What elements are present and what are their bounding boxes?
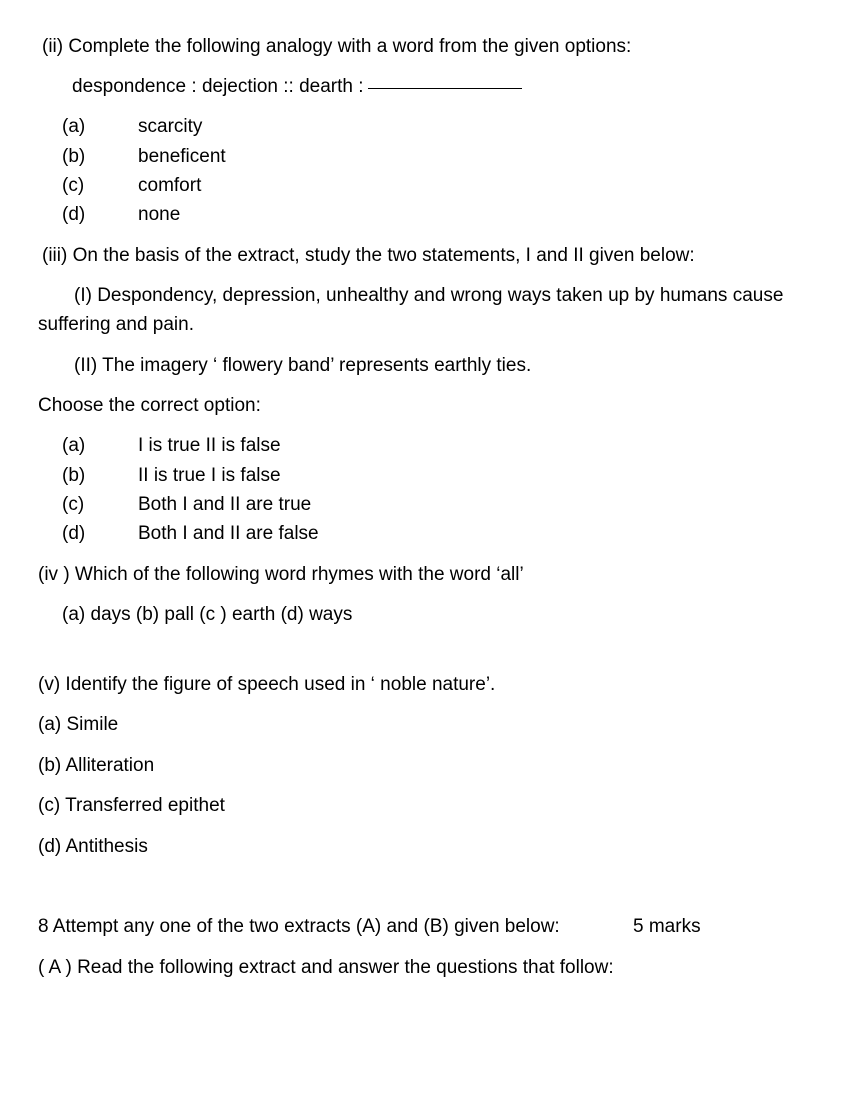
option-label: (c) xyxy=(62,175,85,196)
q-v-option: (d) Antithesis xyxy=(38,836,148,857)
option-label: (a) xyxy=(62,116,86,137)
option-text: Both I and II are true xyxy=(138,494,312,515)
q-v-option: (c) Transferred epithet xyxy=(38,795,225,816)
q-8-part-a: ( A ) Read the following extract and answer the questions that follow: xyxy=(38,957,614,978)
q-iii-statement-2: (II) The imagery ‘ flowery band’ represents earthly ties. xyxy=(74,355,532,376)
option-label: (a) xyxy=(62,435,86,456)
option-label: (d) xyxy=(62,204,86,225)
q-ii-analogy-text: despondence : dejection :: dearth : xyxy=(72,76,364,97)
q-iv-options: (a) days (b) pall (c ) earth (d) ways xyxy=(62,604,353,625)
q-8-marks: 5 marks xyxy=(633,916,701,937)
option-label: (b) xyxy=(62,146,86,167)
option-label: (d) xyxy=(62,523,86,544)
q-iii-choose: Choose the correct option: xyxy=(38,395,261,416)
q-iv-prompt: (iv ) Which of the following word rhymes with the word ‘all’ xyxy=(38,564,524,585)
q-v-option: (a) Simile xyxy=(38,714,119,735)
q-iii-statement-1-cont: suffering and pain. xyxy=(38,314,194,335)
option-text: Both I and II are false xyxy=(138,523,319,544)
q-v-prompt: (v) Identify the figure of speech used in ‘ noble nature’. xyxy=(38,674,496,695)
q-ii-analogy xyxy=(72,76,522,99)
option-label: (b) xyxy=(62,465,86,486)
option-text: scarcity xyxy=(138,116,203,137)
option-text: comfort xyxy=(138,175,202,196)
q-iii-prompt: (iii) On the basis of the extract, study the two statements, I and II given below: xyxy=(42,245,695,266)
option-text: I is true II is false xyxy=(138,435,281,456)
answer-blank xyxy=(368,88,522,89)
q-8-prompt: 8 Attempt any one of the two extracts (A) and (B) given below: xyxy=(38,916,560,937)
option-label: (c) xyxy=(62,494,85,515)
q-iii-statement-1: (I) Despondency, depression, unhealthy and wrong ways taken up by humans cause xyxy=(74,285,784,306)
q-v-option: (b) Alliteration xyxy=(38,755,155,776)
option-text: II is true I is false xyxy=(138,465,281,486)
q-ii-prompt: (ii) Complete the following analogy with a word from the given options: xyxy=(42,36,632,57)
option-text: none xyxy=(138,204,181,225)
option-text: beneficent xyxy=(138,146,226,167)
